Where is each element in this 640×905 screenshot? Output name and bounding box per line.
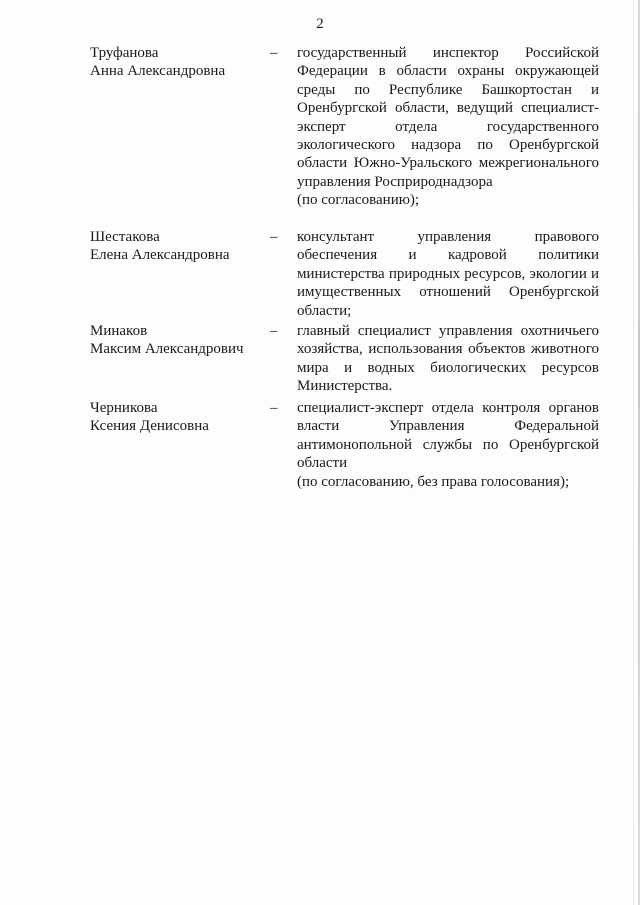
member-name [90,44,265,81]
member-given-names: Анна Александровна [90,63,226,80]
member-position-text: консультант управления правового обеспечения и кадровой политики министерства природных ресурсов, экологии и имущественных отношений Оренбургской области; [297,229,599,319]
member-note: (по согласованию, без права голосования); [297,473,570,490]
member-given-names: Ксения Денисовна [90,418,209,435]
member-surname: Черникова [90,400,158,416]
member-surname: Труфанова [90,45,159,61]
member-position [297,44,599,210]
dash-separator: – [270,323,278,339]
member-name [90,322,265,359]
dash-separator: – [270,45,278,61]
member-position-text: главный специалист управления охотничьего хозяйства, использования объектов животного мира и водных биологических ресурсов Министерства. [297,323,599,395]
page-number: 2 [316,16,324,32]
dash-separator: – [270,229,278,245]
member-position-text: специалист-эксперт отдела контроля органов власти Управления Федеральной антимонопольной службы по Оренбургской области [297,400,599,472]
member-name [90,399,265,436]
member-surname: Минаков [90,323,148,339]
member-given-names: Максим Александрович [90,341,244,358]
member-position [297,322,599,396]
member-given-names: Елена Александровна [90,247,230,264]
member-position-text: государственный инспектор Российской Федерации в области охраны окружающей среды по Республике Башкортостан и Оренбургской области, ведущий специалист-эксперт отдела государственного экологического надзора по Оренбургской области Южно-Уральского межрегионального управления Росприроднадзора [297,45,599,190]
member-position [297,399,599,491]
member-surname: Шестакова [90,229,160,245]
member-name [90,228,265,265]
scan-edge-shadow [633,0,634,905]
dash-separator: – [270,400,278,416]
member-note: (по согласованию); [297,192,420,209]
member-position [297,228,599,320]
